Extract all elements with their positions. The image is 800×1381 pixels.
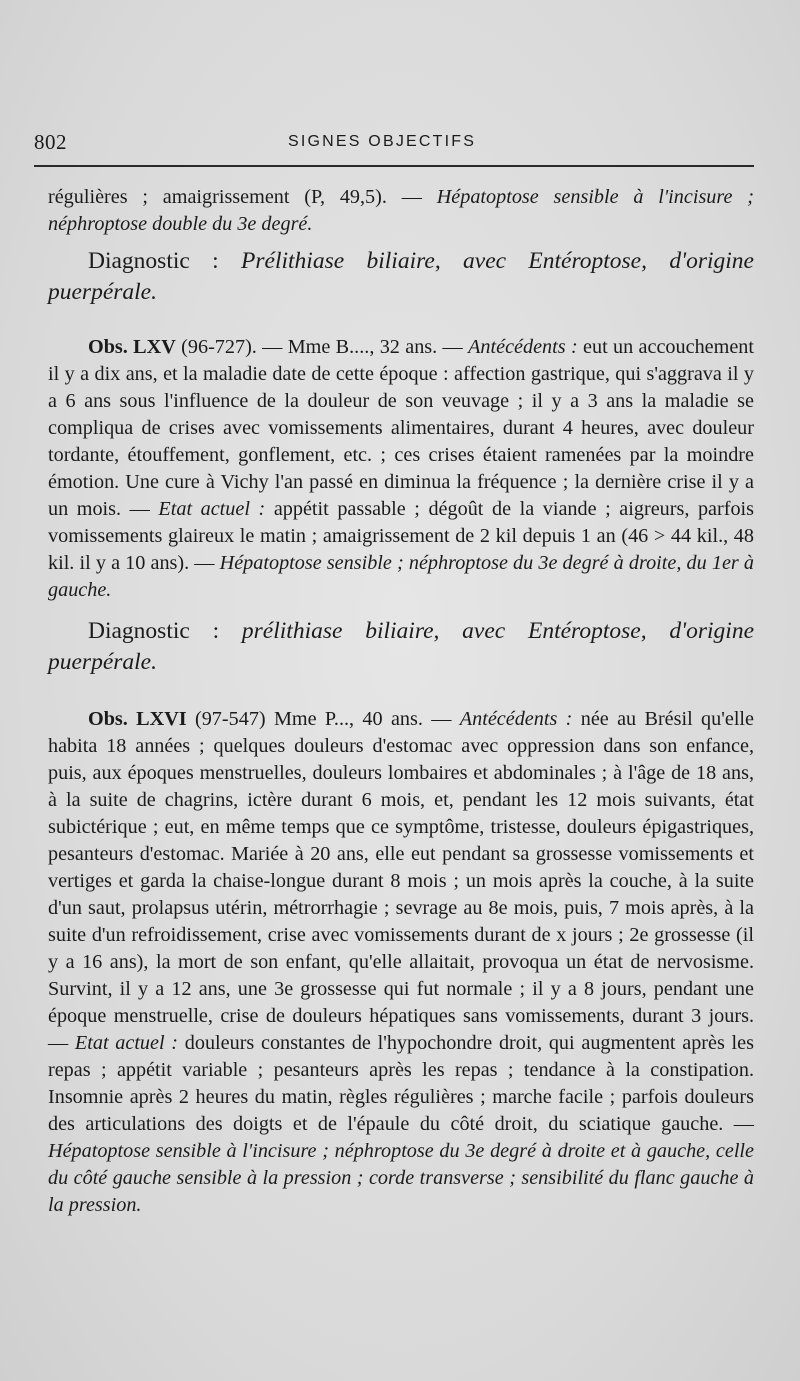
- running-head: [34, 130, 754, 160]
- obs-ref: (96-727). — Mme B...., 32 ans. —: [175, 336, 469, 358]
- diagnostic-text: prélithiase biliaire, avec Entéroptose, d'origine puerpérale.: [48, 618, 755, 675]
- diagnostic-text: Prélithiase biliaire, avec Entéroptose, d'origine puerpérale.: [48, 248, 754, 305]
- obs-conclusion: Hépatoptose sensible ; néphroptose du 3e degré à droite, du 1er à gauche.: [48, 552, 754, 601]
- observation-66: [48, 706, 754, 1219]
- etat-label: Etat actuel :: [158, 498, 266, 520]
- antecedents-text: née au Brésil qu'elle habita 18 années ; quelques douleurs d'estomac avec oppression dans son enfance, puis, aux époques menstruelles, douleurs lombaires et abdominales ; à l'âge de 18 ans, à la suite de chagrins, ictère durant 6 mois, et, pendant les 12 mois suivants, état subictérique ; eut, en même temps que ce symptôme, tristesse, douleurs épigastriques, pesanteurs d'estomac. Mariée à 20 ans, elle eut pendant sa grossesse vomissements et vertiges et garda la chaise-longue durant 8 mois ; un mois après la couche, à la suite d'un saut, prolapsus utérin, métrorrhagie ; sevrage au 8e mois, puis, 7 mois après, à la suite d'un refroidissement, crise avec vomissements durant de x jours ; 2e grossesse (il y a 16 ans), la mort de son enfant, qu'elle allaitait, provoqua un état de nervosisme. Survint, il y a 12 ans, une 3e grossesse qui fut normale ; il y a 8 jours, pendant une époque menstruelle, crise de douleurs hépatiques sans vomissements, durant 3 jours. —: [48, 708, 754, 1054]
- diagnostic-2: [48, 616, 754, 678]
- paragraph-continuation: [48, 184, 754, 238]
- etat-text: douleurs constantes de l'hypochondre droit, qui augmentent après les repas ; appétit variable ; pesanteurs après les repas ; tendance à la constipation. Insomnie après 2 heures du matin, règles régulières ; marche facile ; parfois douleurs des articulations des doigts et de l'épaule du côté droit, du sciatique gauche. —: [48, 1032, 754, 1135]
- continuation-italic: Hépatoptose sensible à l'incisure ; néphroptose double du 3e degré.: [48, 186, 754, 235]
- continuation-text: régulières ; amaigrissement (P, 49,5). —: [48, 186, 437, 208]
- obs-title: Obs. LXVI: [88, 708, 187, 730]
- etat-text: appétit passable ; dégoût de la viande ; aigreurs, parfois vomissements glaireux le matin ; amaigrissement de 2 kil depuis 1 an (46 > 44 kil., 48 kil. il y a 10 ans). —: [48, 498, 754, 574]
- obs-ref: (97-547) Mme P..., 40 ans. —: [186, 708, 460, 730]
- diagnostic-label: Diagnostic :: [88, 248, 242, 274]
- page-number: 802: [34, 130, 67, 154]
- antecedents-text: eut un accouchement il y a dix ans, et la maladie date de cette époque : affection gastrique, qui s'aggrava il y a 6 ans sous l'influence de la douleur de son veuvage ; il y a 3 ans la maladie se compliqua de crises avec vomissements alimentaires, durant 4 heures, avec douleur tordante, étouffement, gonflement, etc. ; ces crises étaient ramenées par la moindre émotion. Une cure à Vichy l'an passé en diminua la fréquence ; la dernière crise il y a un mois. —: [48, 336, 754, 520]
- diagnostic-1: [48, 246, 754, 308]
- header-rule: [34, 165, 754, 167]
- antecedents-label: Antécédents :: [468, 336, 578, 358]
- observation-65: [48, 334, 754, 604]
- diagnostic-label: Diagnostic :: [88, 618, 242, 644]
- book-page: [34, 0, 755, 1381]
- obs-title: Obs. LXV: [88, 336, 176, 358]
- etat-label: Etat actuel :: [74, 1032, 179, 1054]
- obs-conclusion: Hépatoptose sensible à l'incisure ; néphroptose du 3e degré à droite et à gauche, celle du côté gauche sensible à la pression ; corde transverse ; sensibilité du flanc gauche à la pression.: [48, 1140, 754, 1216]
- page-body: [48, 184, 754, 1219]
- running-title: SIGNES OBJECTIFS: [288, 133, 477, 150]
- antecedents-label: Antécédents :: [459, 708, 573, 730]
